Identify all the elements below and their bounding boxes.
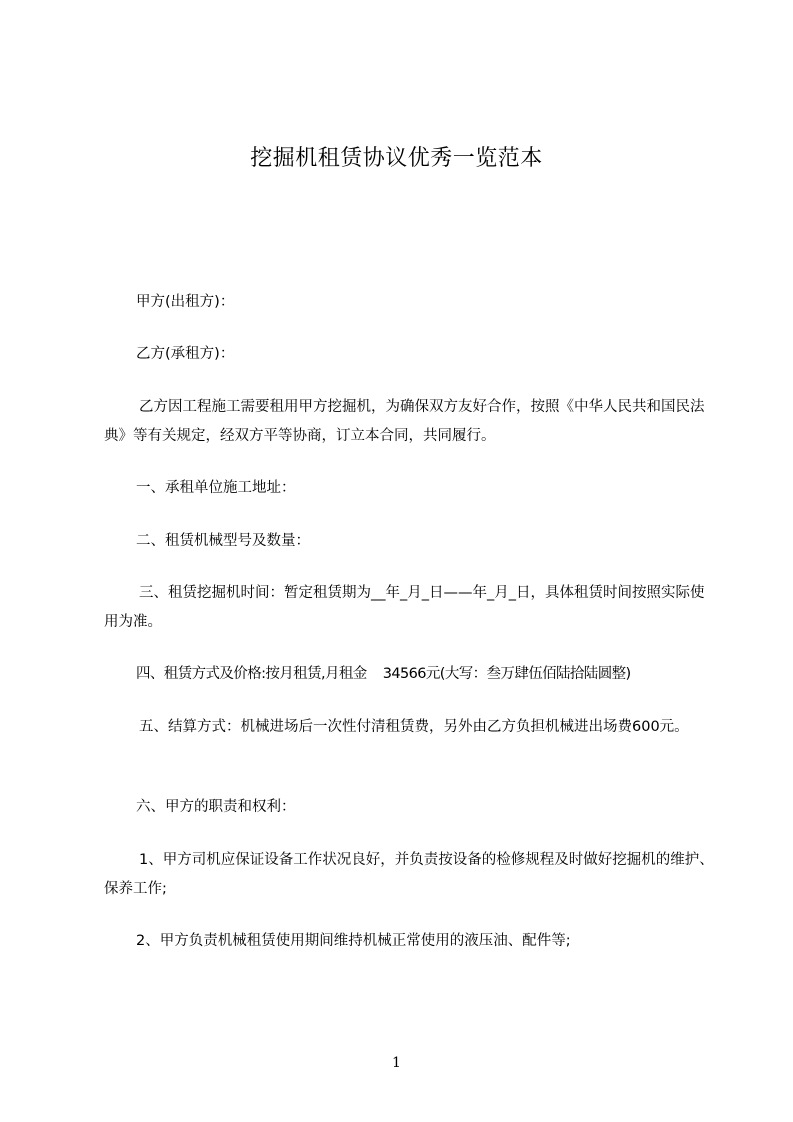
clause-6-heading: 六、甲方的职责和权利： — [136, 799, 296, 815]
clause-6-item-2: 2、甲方负责机械租赁使用期间维持机械正常使用的液压油、配件等; — [136, 933, 571, 949]
party-b-line: 乙方(承租方)： — [136, 346, 235, 362]
clause-6-item-1: 1、甲方司机应保证设备工作状况良好，并负责按设备的检修规程及时做好挖掘机的维护、保养工作; — [104, 852, 714, 897]
clause-5-paragraph: 五、结算方式：机械进场后一次性付清租赁费，另外由乙方负担机械进出场费600元。 — [139, 719, 689, 735]
clause-4-paragraph: 四、租赁方式及价格:按月租赁,月租金 34566元(大写：叁万肆伍佰陆拾陆圆整) — [136, 666, 631, 682]
clause-2-paragraph: 二、租赁机械型号及数量： — [136, 533, 310, 549]
page-number: 1 — [392, 1055, 401, 1071]
intro-paragraph: 乙方因工程施工需要租用甲方挖掘机，为确保双方友好合作，按照《中华人民共和国民法典》等有关规定，经双方平等协商，订立本合同，共同履行。 — [104, 399, 705, 444]
party-a-line: 甲方(出租方)： — [136, 294, 235, 310]
clause-3-paragraph: 三、租赁挖掘机时间：暂定租赁期为__年_月_日——年_月_日，具体租赁时间按照实际使用为准。 — [104, 585, 705, 630]
clause-1-paragraph: 一、承租单位施工地址： — [136, 480, 296, 496]
document-title: 挖掘机租赁协议优秀一览范本 — [250, 146, 543, 171]
